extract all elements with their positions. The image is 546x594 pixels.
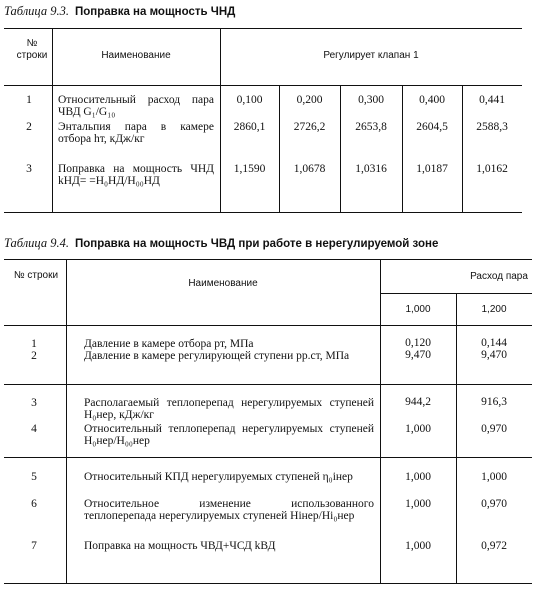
table94-cell: 9,470 bbox=[481, 349, 507, 361]
table94-cell: 1,000 bbox=[481, 471, 507, 483]
table93-header-rule bbox=[4, 85, 522, 86]
table94-col-divider bbox=[66, 259, 67, 583]
table94-cell: 1,000 bbox=[405, 423, 431, 435]
table93-cell: 1,1590 bbox=[233, 163, 266, 175]
table93-header-group: Регулирует клапан 1 bbox=[323, 50, 419, 61]
table94-row-num: 3 bbox=[31, 397, 37, 409]
table94-header-name: Наименование bbox=[188, 278, 258, 289]
table93-cell: 0,441 bbox=[479, 94, 505, 106]
table94-row-name: Давление в камере отбора pт, МПа bbox=[84, 338, 254, 350]
table93-row-name: Энтальпия пара в камере отбора hт, кДж/кг bbox=[58, 121, 214, 145]
table93-row-num: 2 bbox=[26, 121, 32, 133]
table93-cell: 1,0316 bbox=[355, 163, 387, 175]
table94-row-name: Относительный КПД нерегулируемых ступеней η₀iнер bbox=[84, 471, 353, 483]
table94-cell: 1,000 bbox=[405, 471, 431, 483]
table94-row-name: Относительный теплоперепад нерегулируемых ступеней H₀нер/H₀₀нер bbox=[84, 423, 374, 447]
table93-cell: 0,300 bbox=[358, 94, 384, 106]
table94-row-num: 5 bbox=[31, 471, 37, 483]
table94-label: Таблица 9.4. bbox=[4, 236, 69, 250]
table94-row-num: 6 bbox=[31, 498, 37, 510]
table94-row-num: 1 bbox=[31, 338, 37, 350]
table94-cell: 0,144 bbox=[481, 337, 507, 349]
table93-cell: 0,200 bbox=[296, 94, 323, 106]
table94-header-group: Расход пара bbox=[470, 271, 528, 282]
table94-cell: 916,3 bbox=[481, 396, 507, 408]
table94-header-sub: 1,200 bbox=[481, 304, 507, 315]
table94-row-name: Давление в камере регулирующей ступени pр.ст, МПа bbox=[84, 350, 350, 362]
table93-cell: 2653,8 bbox=[355, 121, 387, 133]
table93-cell: 2860,1 bbox=[233, 121, 266, 133]
table94-cell: 0,970 bbox=[481, 423, 507, 435]
table94-cell: 944,2 bbox=[405, 396, 431, 408]
table93-cell: 1,0678 bbox=[293, 163, 326, 175]
table93-caption bbox=[4, 4, 235, 19]
table94-row-num: 2 bbox=[31, 350, 37, 362]
table94-cell: 1,000 bbox=[405, 498, 431, 510]
table93-top-rule bbox=[4, 28, 522, 29]
table93-cell: 1,0162 bbox=[476, 163, 508, 175]
table93-cell: 1,0187 bbox=[416, 163, 448, 175]
table94-header-sub: 1,000 bbox=[405, 304, 431, 315]
table94-row-name: Поправка на мощность ЧВД+ЧСД kВД bbox=[84, 540, 276, 552]
table93-row-name: Относительный расход пара ЧВД G₁/G₁₀ bbox=[58, 94, 214, 118]
table93-cell: 0,100 bbox=[236, 94, 263, 106]
table94-caption bbox=[4, 236, 438, 251]
table94-cell: 0,120 bbox=[405, 337, 431, 349]
table93-cell: 0,400 bbox=[419, 94, 445, 106]
table94-bottom-rule bbox=[4, 583, 532, 584]
table94-group-rule bbox=[4, 457, 532, 458]
table94-header-rule bbox=[4, 325, 532, 326]
table94-header-num: № строки bbox=[13, 270, 59, 281]
table94-cell: 1,000 bbox=[405, 540, 431, 552]
table93-row-name: Поправка на мощность ЧНД kНД= =H₀НД/H₀₀НД bbox=[58, 163, 214, 187]
table94-cell: 0,970 bbox=[481, 498, 507, 510]
table93-header-name: Наименование bbox=[101, 50, 171, 61]
table93-row-num: 3 bbox=[26, 163, 32, 175]
table93-row-num: 1 bbox=[26, 94, 32, 106]
table93-cell: 2588,3 bbox=[476, 121, 508, 133]
table94-row-name: Располагаемый теплоперепад нерегулируемых ступеней H₀нер, кДж/кг bbox=[84, 397, 374, 421]
table94-title: Поправка на мощность ЧВД при работе в нерегулируемой зоне bbox=[74, 238, 439, 250]
table94-cell: 0,972 bbox=[481, 540, 507, 552]
table93-title: Поправка на мощность ЧНД bbox=[74, 6, 236, 18]
table94-cell: 9,470 bbox=[405, 349, 431, 361]
table94-row-num: 7 bbox=[31, 540, 37, 552]
table94-row-num: 4 bbox=[31, 423, 37, 435]
table93-bottom-rule bbox=[4, 212, 522, 213]
table93-label: Таблица 9.3. bbox=[4, 4, 69, 18]
table94-row-name: Относительное изменение использованного теплоперепада нерегулируемых ступеней Hiнер/Hi₀нер bbox=[84, 498, 374, 522]
table93-cell: 2726,2 bbox=[293, 121, 326, 133]
table94-top-rule bbox=[4, 259, 532, 260]
table93-cell: 2604,5 bbox=[416, 121, 448, 133]
table93-header-num: № строки bbox=[16, 38, 48, 61]
table94-group-rule bbox=[4, 384, 532, 385]
